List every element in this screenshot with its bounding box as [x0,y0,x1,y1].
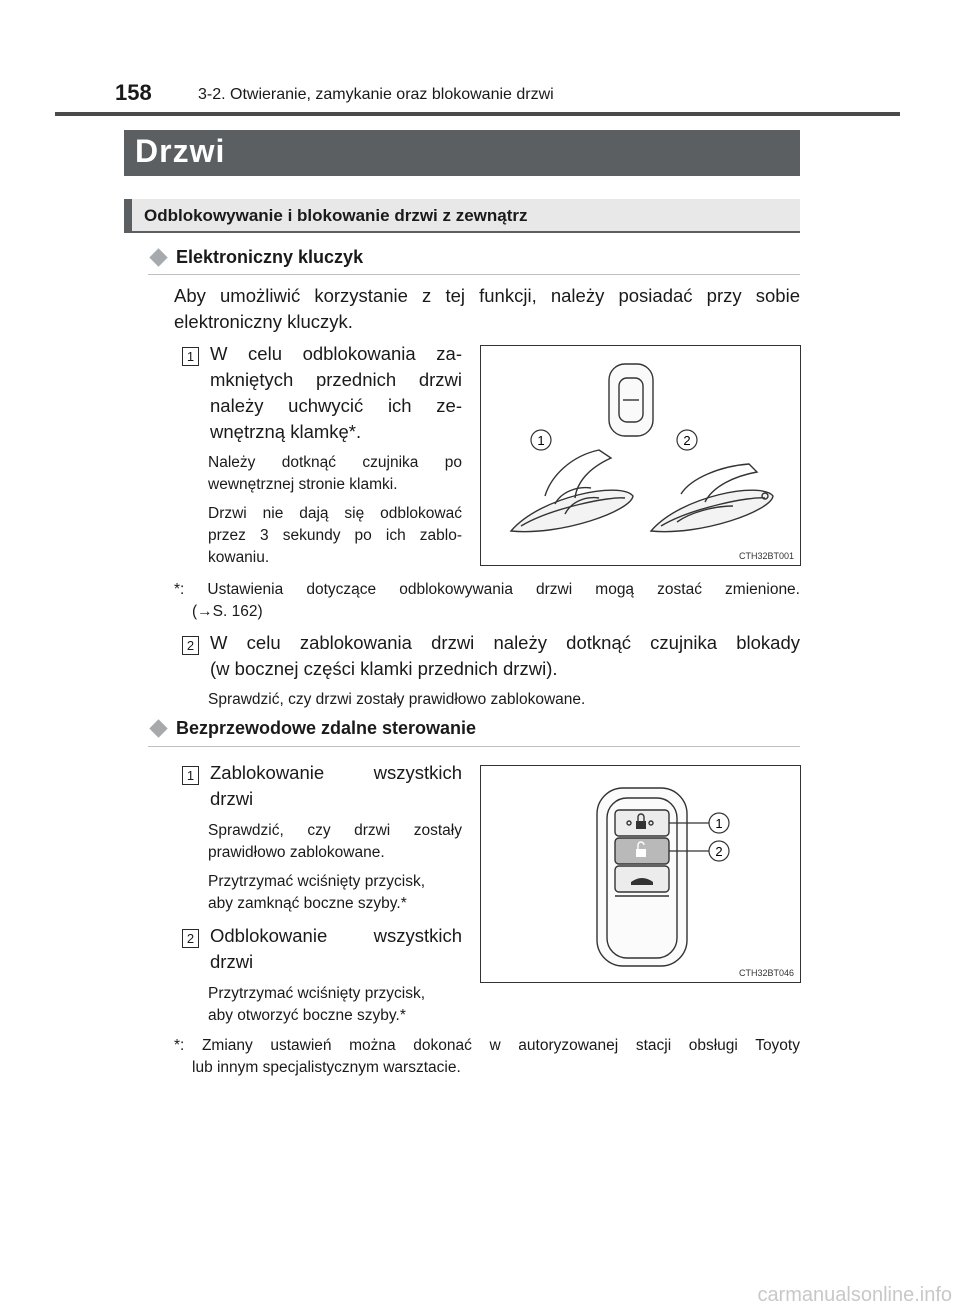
footnote-2-line-1: *: Zmiany ustawień można dokonać w autoryzowanej stacji obsługi Toyoty [174,1037,800,1054]
remote-note1-line-1: Sprawdzić, czy drzwi zostały [208,822,462,839]
remote-item2-line-2: drzwi [210,951,254,972]
figure-door-handle [480,345,801,566]
note1-line-2: wewnętrznej stronie klamki. [208,476,398,493]
callout-2 [677,430,697,450]
intro-line-1: Aby umożliwić korzystanie z tej funkcji, należy posiadać przy sobie [174,285,800,306]
figure-code: CTH32BT046 [738,968,794,978]
callout-2 [709,841,729,861]
remote-item1-line-2: drzwi [210,788,254,809]
note2-line-3: kowaniu. [208,549,270,566]
callout-1 [531,430,551,450]
door-handle-illustration [481,346,800,565]
item1-line-4: wnętrzną klamkę*. [210,421,362,442]
footnote-1-line-2: (→S. 162) [192,603,263,620]
note2-line-1: Drzwi nie dają się odblokować [208,505,462,522]
section-title: Odblokowywanie i blokowanie drzwi z zewnątrz [144,206,528,225]
svg-text:2: 2 [715,844,723,859]
page-title: Drzwi [135,133,226,169]
item2-line-2: (w bocznej części klamki przednich drzwi). [210,658,558,679]
remote-note1-line-2: prawidłowo zablokowane. [208,844,385,861]
subsection-title-remote: Bezprzewodowe zdalne sterowanie [176,718,477,738]
page-number: 158 [115,80,152,105]
remote-item1-line-1: Zablokowanie wszystkich [210,762,462,783]
watermark: carmanualsonline.info [757,1284,952,1306]
callout-1 [709,813,729,833]
running-head: 3-2. Otwieranie, zamykanie oraz blokowanie drzwi [198,86,554,103]
svg-text:2: 2 [683,433,691,448]
item-number-badge: 2 [182,929,199,948]
subsection-rule [148,274,800,275]
figure-remote-key [480,765,801,983]
footnote-2-line-2: lub innym specjalistycznym warsztacie. [192,1059,461,1076]
intro-line-2: elektroniczny kluczyk. [174,311,353,332]
remote-note2-line-1: Przytrzymać wciśnięty przycisk, [208,873,426,890]
remote-note3-line-1: Przytrzymać wciśnięty przycisk, [208,985,426,1002]
item-number-badge: 1 [182,347,199,366]
item2-line-1: W celu zablokowania drzwi należy dotknąć czujnika blokady [210,632,800,653]
footnote-1-line-1: *: Ustawienia dotyczące odblokowywania drzwi mogą zostać zmienione. [174,581,800,598]
remote-key-illustration [481,766,800,982]
subsection-rule [148,746,800,747]
door-handle-right-icon [651,464,773,532]
header-rule [55,112,900,116]
figure-code: CTH32BT001 [738,551,794,561]
diamond-bullet-icon [149,719,167,737]
item1-line-2: mkniętych przednich drzwi [210,369,462,390]
note2-line-2: przez 3 sekundy po ich zablo- [208,527,462,544]
item-number-badge: 2 [182,636,199,655]
remote-note2-line-2: aby zamknąć boczne szyby.* [208,895,407,912]
section-accent [124,199,132,233]
door-handle-left-icon [511,450,633,532]
subsection-title-smart-key: Elektroniczny kluczyk [176,247,364,267]
diamond-bullet-icon [149,248,167,266]
item2-note: Sprawdzić, czy drzwi zostały prawidłowo zablokowane. [208,691,586,708]
item1-line-1: W celu odblokowania za- [210,343,462,364]
title-bar [124,130,800,176]
remote-note3-line-2: aby otworzyć boczne szyby.* [208,1007,406,1024]
item-number-badge: 1 [182,766,199,785]
svg-text:1: 1 [715,816,723,831]
item1-line-3: należy uchwycić ich ze- [210,395,462,416]
note1-line-1: Należy dotknąć czujnika po [208,454,462,471]
svg-text:1: 1 [537,433,545,448]
remote-item2-line-1: Odblokowanie wszystkich [210,925,462,946]
key-fob-icon [609,364,653,436]
